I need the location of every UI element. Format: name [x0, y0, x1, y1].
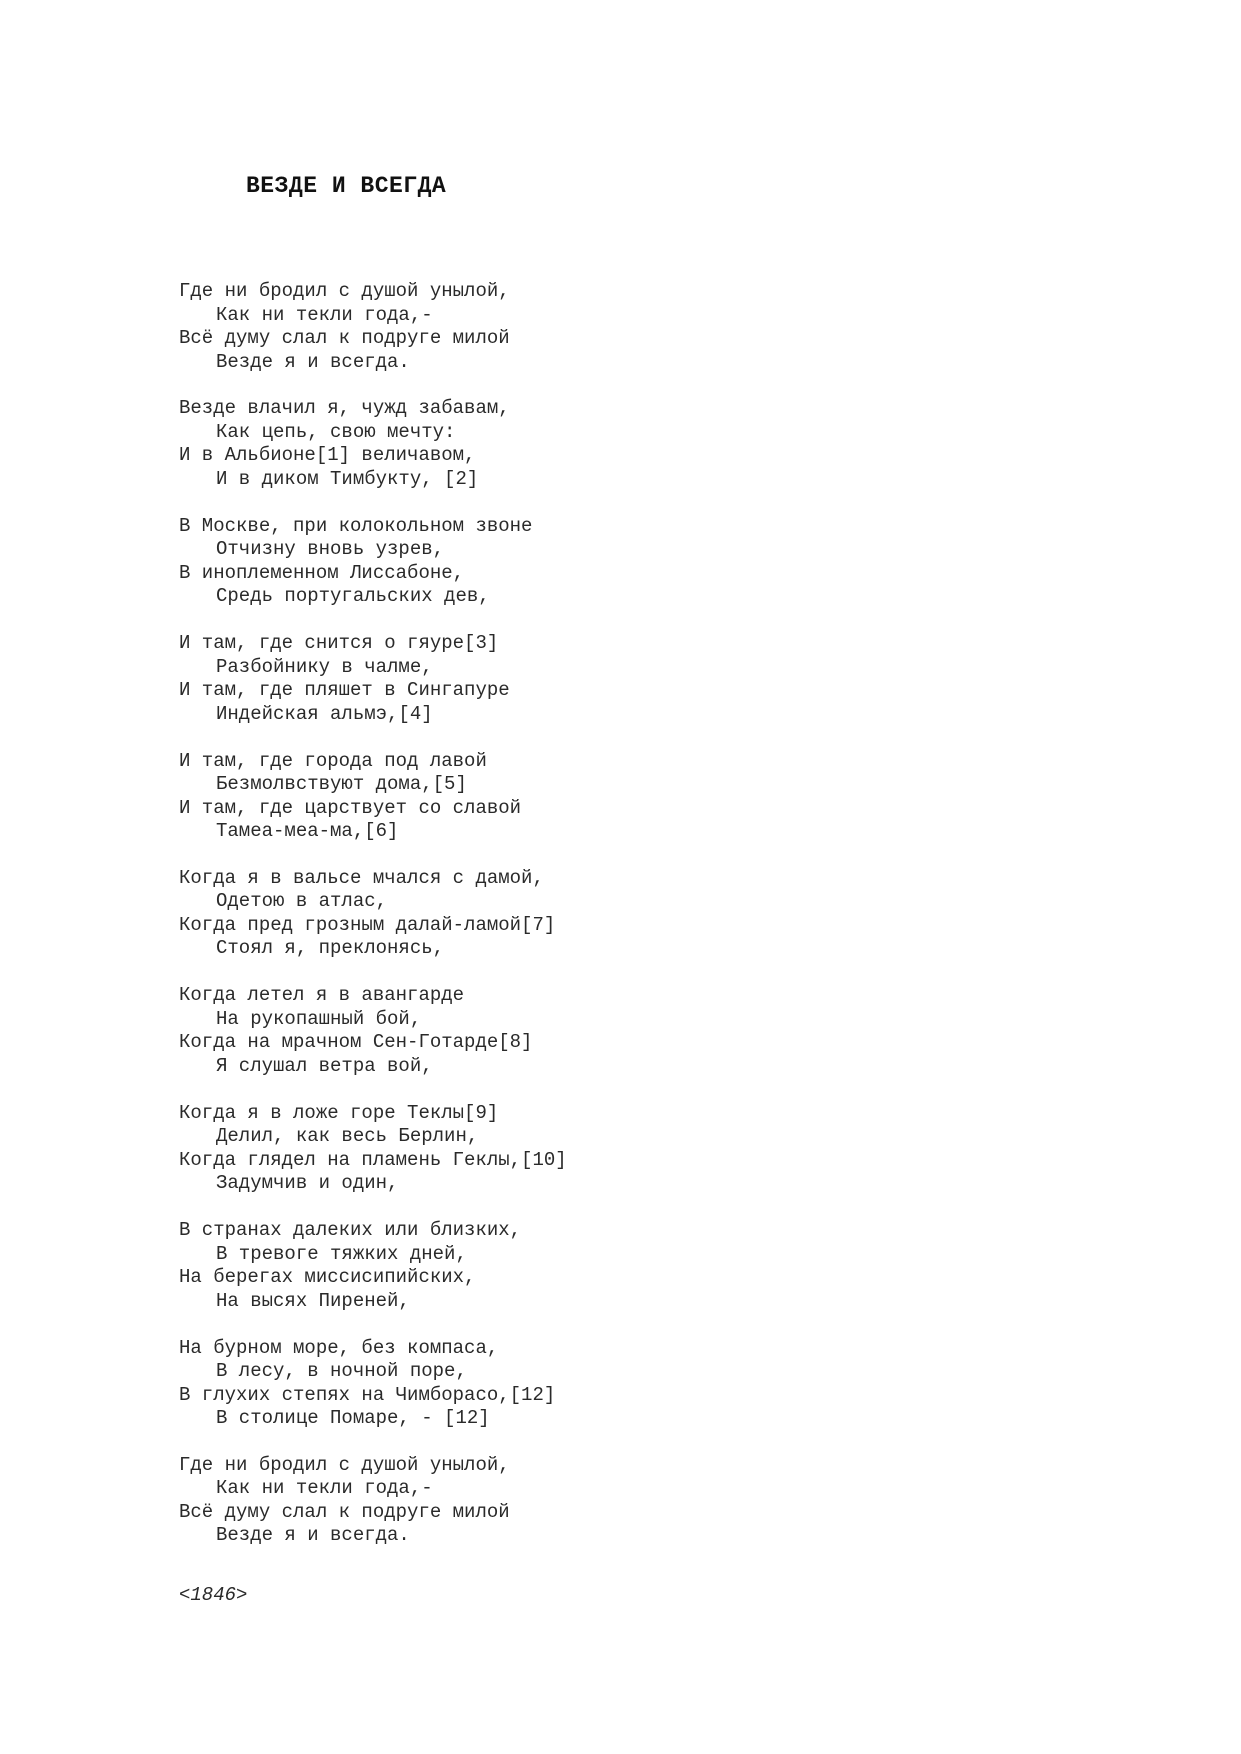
poem-line: Разбойнику в чалме,	[216, 655, 433, 678]
poem-line: Одетою в атлас,	[216, 890, 388, 913]
poem-line: В тревоге тяжких дней,	[216, 1242, 467, 1265]
poem-line: Всё думу слал к подруге милой	[179, 327, 510, 349]
poem-line: Когда глядел на пламень Геклы,[10]	[179, 1148, 567, 1171]
poem-line: И в диком Тимбукту, [2]	[216, 467, 479, 490]
poem-line: Когда на мрачном Сен-Готарде[8]	[179, 1031, 533, 1054]
stanza-10	[179, 1337, 879, 1431]
poem-date: <1846>	[179, 1584, 248, 1606]
poem-line: Отчизну вновь узрев,	[216, 538, 445, 561]
poem-line: Как цепь, свою мечту:	[216, 420, 456, 443]
poem-line: В столице Помаре, - [12]	[216, 1407, 490, 1430]
poem-line: Когда я в ложе горе Теклы[9]	[179, 1101, 499, 1124]
stanza-11	[179, 1454, 879, 1548]
poem-line: В странах далеких или близких,	[179, 1219, 522, 1242]
poem-line: И там, где царствует со славой	[179, 796, 522, 819]
stanza-3	[179, 515, 879, 609]
poem-line: Когда я в вальсе мчался с дамой,	[179, 866, 544, 889]
poem-line: В Москве, при колокольном звоне	[179, 514, 533, 537]
poem-line: На бурном море, без компаса,	[179, 1336, 499, 1359]
poem-line: Где ни бродил с душой унылой,	[179, 1453, 510, 1476]
poem-title: ВЕЗДЕ И ВСЕГДА	[246, 173, 447, 199]
stanza-8	[179, 1102, 879, 1196]
poem-line: И там, где снится о гяуре[3]	[179, 632, 499, 655]
poem-line: На высях Пиреней,	[216, 1289, 410, 1312]
poem-body	[179, 280, 879, 1571]
poem-line: Везде влачил я, чужд забавам,	[179, 397, 510, 420]
poem-line: Когда летел я в авангарде	[179, 984, 465, 1007]
poem-line: Как ни текли года,-	[216, 303, 433, 326]
stanza-2	[179, 397, 879, 491]
poem-line: В глухих степях на Чимборасо,[12]	[179, 1383, 556, 1406]
poem-line: И там, где пляшет в Сингапуре	[179, 679, 510, 702]
poem-line: Стоял я, преклонясь,	[216, 937, 445, 960]
poem-line: Где ни бродил с душой унылой,	[179, 280, 510, 302]
poem-line: Когда пред грозным далай-ламой[7]	[179, 913, 556, 936]
stanza-9	[179, 1219, 879, 1313]
poem-line: И в Альбионе[1] величавом,	[179, 444, 476, 467]
poem-line: Как ни текли года,-	[216, 1477, 433, 1500]
poem-line: Всё думу слал к подруге милой	[179, 1500, 510, 1523]
poem-line: Безмолвствуют дома,[5]	[216, 773, 467, 796]
poem-line: Средь португальских дев,	[216, 585, 490, 608]
poem-line: На рукопашный бой,	[216, 1007, 422, 1030]
poem-line: И там, где города под лавой	[179, 749, 487, 772]
stanza-1	[179, 280, 879, 374]
poem-line: Тамеа-меа-ма,[6]	[216, 820, 399, 843]
stanza-7	[179, 984, 879, 1078]
stanza-6	[179, 867, 879, 961]
poem-line: На берегах миссисипийских,	[179, 1266, 476, 1289]
poem-line: Я слушал ветра вой,	[216, 1054, 433, 1077]
poem-line: В лесу, в ночной поре,	[216, 1360, 467, 1383]
poem-line: Везде я и всегда.	[216, 350, 410, 373]
poem-line: Задумчив и один,	[216, 1172, 399, 1195]
poem-line: Индейская альмэ,[4]	[216, 702, 433, 725]
stanza-5	[179, 750, 879, 844]
poem-line: Делил, как весь Берлин,	[216, 1125, 479, 1148]
stanza-4	[179, 632, 879, 726]
poem-line: Везде я и всегда.	[216, 1524, 410, 1547]
poem-line: В иноплеменном Лиссабоне,	[179, 561, 465, 584]
